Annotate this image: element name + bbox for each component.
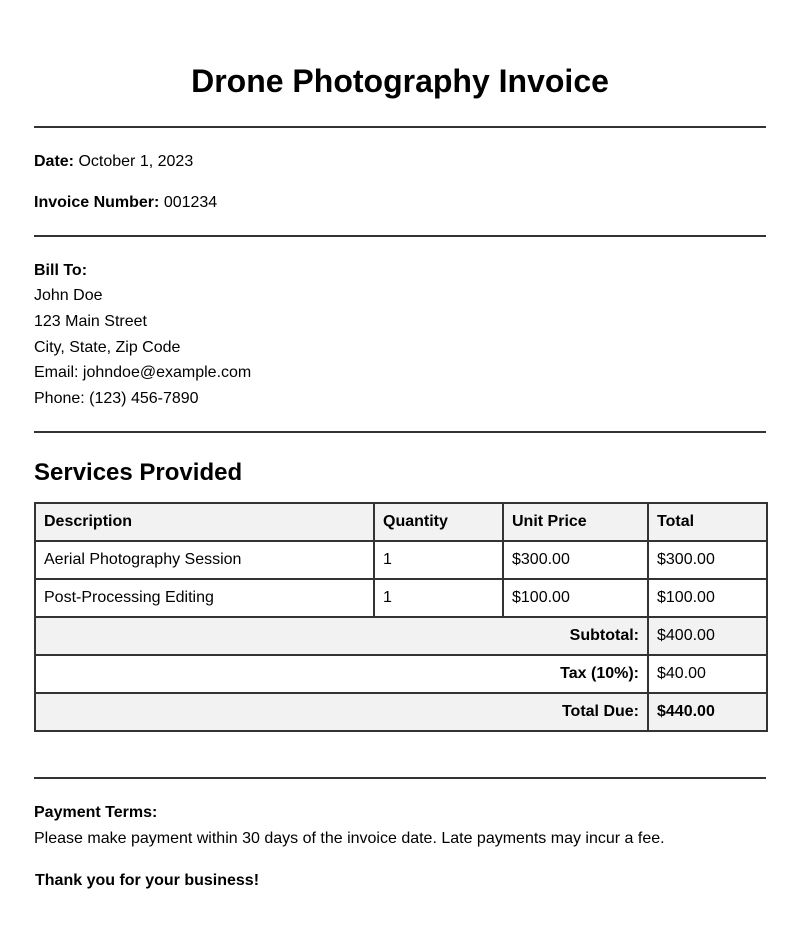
payment-terms-text: Please make payment within 30 days of the invoice date. Late payments may incur a fee.	[34, 830, 665, 847]
invoice-date	[34, 152, 193, 172]
date-label: Date:	[34, 153, 75, 170]
cell-quantity: 1	[374, 579, 503, 617]
divider	[34, 777, 766, 779]
bill-to-email: Email: johndoe@example.com	[34, 364, 252, 381]
services-table	[34, 502, 768, 732]
cell-unit-price: $300.00	[503, 541, 648, 579]
bill-to-street: 123 Main Street	[34, 313, 147, 330]
cell-total: $100.00	[648, 579, 767, 617]
payment-terms-label: Payment Terms:	[34, 804, 158, 821]
tax-value: $40.00	[648, 655, 767, 693]
cell-unit-price: $100.00	[503, 579, 648, 617]
invoice-number	[34, 193, 217, 213]
column-header-description: Description	[35, 503, 374, 541]
services-heading: Services Provided	[34, 459, 243, 486]
total-due-value: $440.00	[648, 693, 767, 731]
divider	[34, 431, 766, 433]
bill-to-phone: Phone: (123) 456-7890	[34, 390, 199, 407]
subtotal-label: Subtotal:	[35, 617, 648, 655]
cell-description: Post-Processing Editing	[35, 579, 374, 617]
subtotal-row	[35, 617, 767, 655]
cell-quantity: 1	[374, 541, 503, 579]
table-row	[35, 579, 767, 617]
invoice-number-label: Invoice Number:	[34, 194, 160, 211]
bill-to-city: City, State, Zip Code	[34, 339, 181, 356]
table-row	[35, 541, 767, 579]
invoice-number-value: 001234	[163, 194, 218, 211]
tax-label: Tax (10%):	[35, 655, 648, 693]
divider	[34, 126, 766, 128]
tax-row	[35, 655, 767, 693]
cell-total: $300.00	[648, 541, 767, 579]
cell-description: Aerial Photography Session	[35, 541, 374, 579]
subtotal-value: $400.00	[648, 617, 767, 655]
column-header-quantity: Quantity	[374, 503, 503, 541]
divider	[34, 235, 766, 237]
column-header-unit-price: Unit Price	[503, 503, 648, 541]
date-value: October 1, 2023	[78, 153, 194, 170]
bill-to-name: John Doe	[34, 287, 103, 304]
total-due-row	[35, 693, 767, 731]
bill-to-label: Bill To:	[34, 262, 88, 279]
thank-you-note: Thank you for your business!	[35, 872, 260, 889]
table-header-row	[35, 503, 767, 541]
column-header-total: Total	[648, 503, 767, 541]
total-due-label: Total Due:	[35, 693, 648, 731]
invoice-title: Drone Photography Invoice	[191, 63, 609, 99]
